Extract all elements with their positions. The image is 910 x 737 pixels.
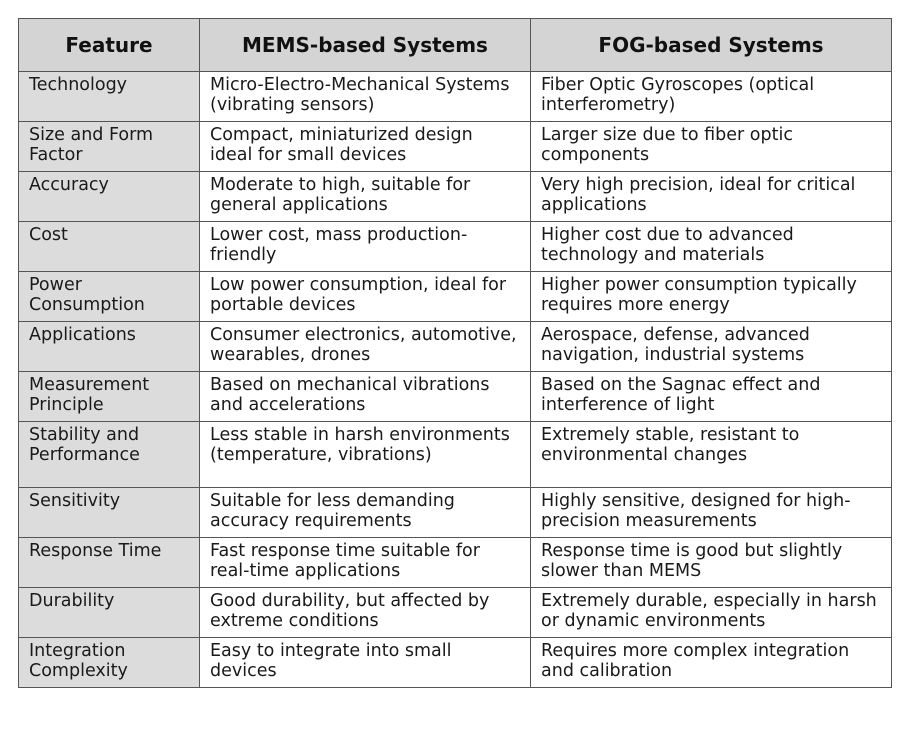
comparison-table-container	[18, 18, 891, 688]
row-feature: Technology	[19, 72, 200, 122]
row-feature: Sensitivity	[19, 488, 200, 538]
row-feature: Integration Complexity	[19, 638, 200, 688]
row-fog-value: Based on the Sagnac effect and interference of light	[531, 372, 892, 422]
row-mems-value: Low power consumption, ideal for portable devices	[200, 272, 531, 322]
comparison-table	[18, 18, 892, 688]
table-row	[19, 422, 892, 488]
row-fog-value: Very high precision, ideal for critical applications	[531, 172, 892, 222]
row-fog-value: Larger size due to fiber optic components	[531, 122, 892, 172]
table-row	[19, 638, 892, 688]
row-fog-value: Response time is good but slightly slower than MEMS	[531, 538, 892, 588]
row-fog-value: Extremely durable, especially in harsh or dynamic environments	[531, 588, 892, 638]
header-fog: FOG-based Systems	[531, 19, 892, 72]
table-header-row	[19, 19, 892, 72]
row-mems-value: Suitable for less demanding accuracy requirements	[200, 488, 531, 538]
row-mems-value: Compact, miniaturized design ideal for small devices	[200, 122, 531, 172]
row-mems-value: Based on mechanical vibrations and accelerations	[200, 372, 531, 422]
header-feature: Feature	[19, 19, 200, 72]
table-row	[19, 272, 892, 322]
row-mems-value: Moderate to high, suitable for general applications	[200, 172, 531, 222]
row-mems-value: Good durability, but affected by extreme conditions	[200, 588, 531, 638]
row-mems-value: Less stable in harsh environments (temperature, vibrations)	[200, 422, 531, 488]
row-feature: Cost	[19, 222, 200, 272]
row-feature: Response Time	[19, 538, 200, 588]
row-mems-value: Micro-Electro-Mechanical Systems (vibrating sensors)	[200, 72, 531, 122]
row-feature: Durability	[19, 588, 200, 638]
row-mems-value: Consumer electronics, automotive, wearables, drones	[200, 322, 531, 372]
row-fog-value: Aerospace, defense, advanced navigation, industrial systems	[531, 322, 892, 372]
table-row	[19, 222, 892, 272]
row-fog-value: Higher cost due to advanced technology and materials	[531, 222, 892, 272]
row-feature: Stability and Performance	[19, 422, 200, 488]
row-feature: Size and Form Factor	[19, 122, 200, 172]
table-row	[19, 322, 892, 372]
row-feature: Accuracy	[19, 172, 200, 222]
table-row	[19, 172, 892, 222]
table-row	[19, 122, 892, 172]
row-mems-value: Lower cost, mass production-friendly	[200, 222, 531, 272]
row-fog-value: Fiber Optic Gyroscopes (optical interferometry)	[531, 72, 892, 122]
row-fog-value: Higher power consumption typically requires more energy	[531, 272, 892, 322]
row-fog-value: Requires more complex integration and calibration	[531, 638, 892, 688]
table-row	[19, 488, 892, 538]
row-feature: Applications	[19, 322, 200, 372]
header-mems: MEMS-based Systems	[200, 19, 531, 72]
row-mems-value: Easy to integrate into small devices	[200, 638, 531, 688]
table-row	[19, 72, 892, 122]
row-feature: Measurement Principle	[19, 372, 200, 422]
row-fog-value: Extremely stable, resistant to environmental changes	[531, 422, 892, 488]
row-fog-value: Highly sensitive, designed for high-precision measurements	[531, 488, 892, 538]
table-row	[19, 538, 892, 588]
table-row	[19, 588, 892, 638]
row-mems-value: Fast response time suitable for real-time applications	[200, 538, 531, 588]
table-row	[19, 372, 892, 422]
row-feature: Power Consumption	[19, 272, 200, 322]
